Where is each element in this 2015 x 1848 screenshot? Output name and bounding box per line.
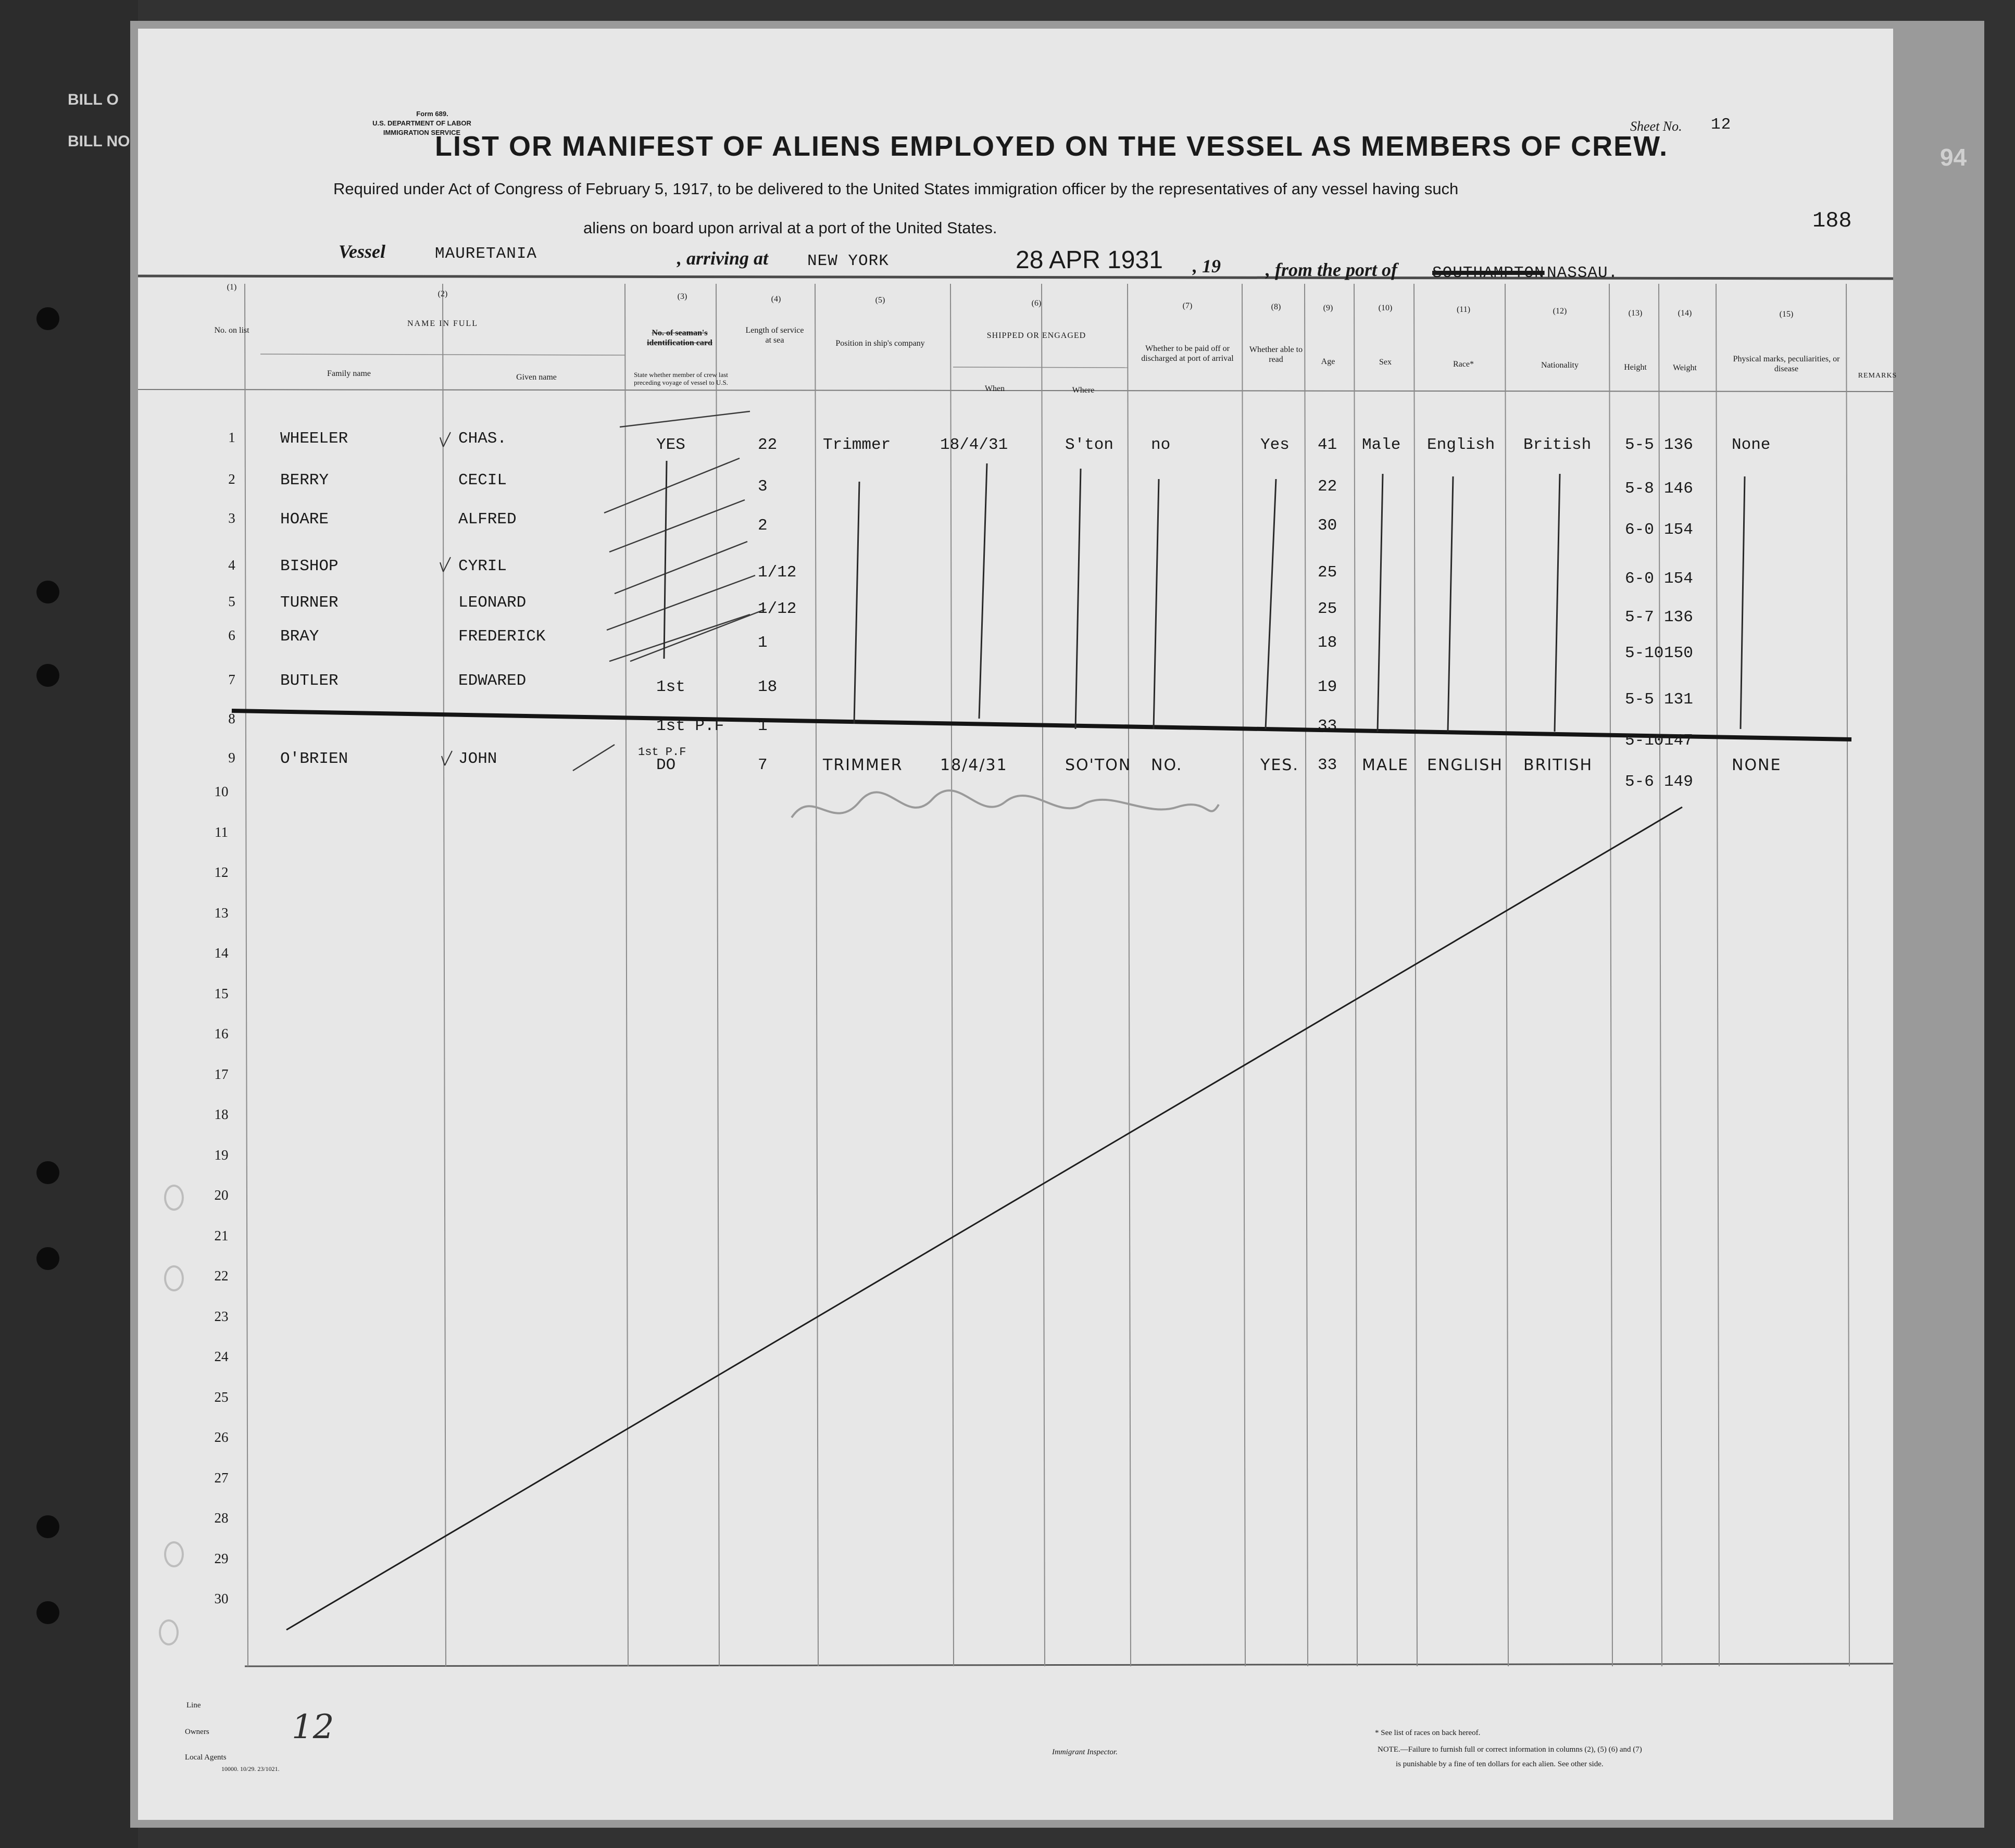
row-3-family: HOARE	[280, 510, 329, 529]
row-7-height: 5-5	[1625, 690, 1654, 709]
header-top-rule	[138, 276, 1893, 279]
row-9-height: 5-6	[1625, 773, 1654, 791]
row-number-18: 18	[214, 1107, 229, 1122]
row-3-no: 3	[228, 510, 235, 526]
col-7-num: (7)	[1182, 301, 1193, 310]
col-8-num: (8)	[1271, 303, 1281, 311]
form-number: Form 689.	[416, 110, 448, 118]
row-7-age: 19	[1318, 678, 1337, 696]
col-4-num: (4)	[771, 295, 781, 304]
col-13-label: Height	[1624, 363, 1647, 372]
row-2-service: 3	[758, 477, 768, 496]
row-9-sex: MALE	[1362, 756, 1409, 774]
footer-owners-label: Owners	[185, 1728, 209, 1736]
print-code: 10000. 10/29. 23/1021.	[221, 1765, 280, 1772]
col-6-label: SHIPPED OR ENGAGED	[986, 331, 1086, 340]
column-rule-14	[1659, 284, 1662, 1666]
col-3-label-struck: No. of seaman's identification card	[647, 329, 712, 347]
column-rule-6	[1042, 284, 1045, 1666]
column-rule-3	[716, 284, 719, 1666]
row-5-height: 5-7	[1625, 608, 1654, 626]
row-4-family: BISHOP	[280, 557, 339, 575]
row-number-19: 19	[214, 1147, 229, 1163]
column-rule-1	[443, 284, 446, 1666]
row-number-23: 23	[214, 1308, 229, 1324]
row-number-13: 13	[214, 904, 229, 921]
form-service: IMMIGRATION SERVICE	[383, 129, 461, 136]
row-5-age: 25	[1318, 600, 1337, 618]
row-8-service: 1	[758, 717, 768, 735]
check-tail-1	[443, 557, 450, 572]
col-2-num: (2)	[437, 290, 448, 298]
row-number-30: 30	[214, 1591, 229, 1606]
sheet-number: 12	[1711, 116, 1732, 134]
row-number-25: 25	[214, 1389, 229, 1405]
ditto-tick-1	[604, 458, 740, 513]
immigrant-inspector-label: Immigrant Inspector.	[1052, 1748, 1118, 1756]
row-9-note: 1st P.F	[638, 746, 686, 759]
col-13-num: (13)	[1628, 309, 1643, 318]
row-2-no: 2	[228, 471, 235, 487]
col-9-num: (9)	[1323, 304, 1333, 312]
subtitle-line-2: aliens on board upon arrival at a port of the United States.	[583, 219, 997, 237]
row-number-27: 27	[214, 1469, 229, 1486]
row-3-weight: 154	[1664, 521, 1693, 539]
col-10-label: Sex	[1379, 358, 1392, 367]
row-number-17: 17	[214, 1066, 229, 1082]
ditto-line-1	[854, 482, 859, 724]
col-6-where: Where	[1072, 386, 1095, 395]
col-12-num: (12)	[1553, 307, 1567, 316]
column-rule-12	[1505, 284, 1508, 1666]
row-1-nat: British	[1523, 436, 1592, 454]
row-number-28: 28	[214, 1510, 229, 1526]
col-6-when: When	[984, 384, 1005, 393]
row-6-height: 5-10	[1625, 644, 1664, 662]
column-rule-7	[1128, 284, 1131, 1666]
row-6-given: FREDERICK	[458, 627, 546, 646]
column-rule-0	[245, 284, 248, 1666]
col-5-num: (5)	[875, 296, 885, 305]
check-1	[440, 562, 443, 572]
from-port-label: , from the port of	[1266, 259, 1398, 280]
col-5-label: Position in ship's company	[835, 339, 925, 348]
row-6-service: 1	[758, 634, 768, 652]
ditto-line-9	[1741, 476, 1745, 729]
row-2-given: CECIL	[458, 471, 507, 489]
col-1-num: (1)	[227, 283, 237, 292]
ditto-line-2	[979, 463, 987, 719]
row-4-height: 6-0	[1625, 570, 1654, 588]
row-8-weight: 147	[1664, 732, 1693, 750]
row-1-no: 1	[228, 430, 235, 445]
row-2-weight: 146	[1664, 480, 1693, 498]
col-12-label: Nationality	[1541, 361, 1579, 370]
shipped-sub-rule	[953, 367, 1128, 368]
row-2-family: BERRY	[280, 471, 329, 489]
row-1-age: 41	[1318, 436, 1337, 454]
row-1-read: Yes	[1260, 436, 1290, 454]
row-2-height: 5-8	[1625, 480, 1654, 498]
row-number-29: 29	[214, 1550, 229, 1566]
column-rule-11	[1414, 284, 1417, 1666]
row-1-when: 18/4/31	[940, 436, 1008, 454]
row-1-sex: Male	[1362, 436, 1401, 454]
row-number-10: 10	[214, 784, 229, 799]
col-4-label: Length of service at sea	[745, 326, 804, 345]
row-9-age: 33	[1318, 756, 1337, 774]
ditto-line-8	[1555, 474, 1560, 732]
penalty-note-1: NOTE.—Failure to furnish full or correct information in columns (2), (5) (6) and (7)	[1378, 1745, 1642, 1754]
row-1-service: 22	[758, 436, 778, 454]
row-7-given: EDWARED	[458, 672, 527, 690]
row-number-12: 12	[214, 864, 229, 880]
year-label: , 19	[1193, 256, 1221, 276]
row-9-nat: BRITISH	[1523, 756, 1593, 774]
row-7-no: 7	[228, 672, 235, 687]
row-7-weight: 131	[1664, 690, 1693, 709]
column-rule-15	[1716, 284, 1719, 1666]
col-1-label: No. on list	[214, 326, 249, 335]
col-2-given: Given name	[516, 373, 557, 382]
col-14-num: (14)	[1678, 309, 1692, 318]
row-9-prev: DO	[656, 756, 676, 774]
row-1-prev: YES	[656, 436, 685, 454]
row-1-position: Trimmer	[823, 436, 891, 454]
row-3-given: ALFRED	[458, 510, 517, 529]
col-3-num: (3)	[677, 292, 687, 301]
col-15-label: Physical marks, peculiarities, or disease	[1733, 355, 1840, 373]
ditto-line-5	[1266, 479, 1276, 729]
arriving-label: , arriving at	[677, 248, 769, 269]
row-3-service: 2	[758, 517, 768, 535]
col-15-num: (15)	[1779, 310, 1794, 319]
row-9-where: SO'TON	[1065, 756, 1132, 774]
column-rule-5	[950, 284, 954, 1666]
row-6-family: BRAY	[280, 627, 319, 646]
row-1-given: CHAS.	[458, 430, 507, 448]
ditto-tick-0	[620, 411, 750, 427]
row-1-height: 5-5	[1625, 436, 1654, 454]
row-number-21: 21	[214, 1227, 229, 1243]
row-9-marks: NONE	[1732, 756, 1782, 774]
col-2-label: NAME IN FULL	[407, 319, 478, 328]
row-number-26: 26	[214, 1429, 229, 1445]
row-number-15: 15	[214, 985, 229, 1001]
row-8-age: 33	[1318, 717, 1337, 735]
row-5-service: 1/12	[758, 600, 797, 618]
footer-line-label: Line	[186, 1701, 201, 1709]
row-5-no: 5	[228, 594, 235, 609]
row-1-weight: 136	[1664, 436, 1693, 454]
check-tail-0	[443, 432, 450, 447]
ditto-tick-2	[609, 500, 745, 552]
row-8-height: 5-10	[1625, 732, 1664, 750]
column-rule-9	[1305, 284, 1308, 1666]
from-port: NASSAU.	[1547, 264, 1619, 282]
column-rule-4	[815, 284, 818, 1666]
row-1-paid: no	[1151, 436, 1171, 454]
row-3-height: 6-0	[1625, 521, 1654, 539]
row-7-service: 18	[758, 678, 778, 696]
row-9-race: ENGLISH	[1427, 756, 1503, 774]
ditto-line-0	[664, 461, 667, 659]
row-9-family: O'BRIEN	[280, 750, 348, 768]
row-9-read: YES.	[1260, 756, 1299, 774]
arriving-port: NEW YORK	[807, 252, 889, 270]
ditto-line-6	[1378, 474, 1383, 732]
row-4-given: CYRIL	[458, 557, 507, 575]
stub-label-1: BILL O	[68, 91, 119, 108]
row-4-age: 25	[1318, 563, 1337, 582]
arrival-date-stamp: 28 APR 1931	[1016, 246, 1163, 274]
col-11-label: Race*	[1453, 360, 1474, 369]
row-9-paid: NO.	[1151, 756, 1183, 774]
stub-label-2: BILL NO	[68, 133, 130, 150]
ditto-tick-7	[573, 745, 615, 771]
check-2	[442, 756, 445, 765]
row-7-family: BUTLER	[280, 672, 339, 690]
row-number-22: 22	[214, 1268, 229, 1284]
row-9-service: 7	[758, 756, 768, 774]
row-1-family: WHEELER	[280, 430, 348, 448]
row-9-no: 9	[228, 750, 235, 765]
void-diagonal-line	[286, 807, 1682, 1630]
col-10-num: (10)	[1378, 304, 1393, 312]
subtitle-line-1: Required under Act of Congress of February 5, 1917, to be delivered to the United States immigration officer by the representatives of any vessel having such	[333, 180, 1459, 198]
row-4-service: 1/12	[758, 563, 797, 582]
footer-agents-label: Local Agents	[185, 1753, 227, 1762]
owners-handwritten: 12	[292, 1708, 334, 1746]
column-rule-10	[1354, 284, 1357, 1666]
row-number-24: 24	[214, 1349, 229, 1364]
row-number-14: 14	[214, 945, 229, 961]
row-8-strike-line	[232, 711, 1851, 739]
col-6-num: (6)	[1031, 299, 1042, 308]
penalty-note-2: is punishable by a fine of ten dollars for each alien. See other side.	[1396, 1760, 1604, 1768]
row-9-weight: 149	[1664, 773, 1693, 791]
row-9-when: 18/4/31	[940, 756, 1008, 774]
ditto-line-3	[1075, 469, 1081, 729]
column-rule-8	[1242, 284, 1245, 1666]
row-5-family: TURNER	[280, 594, 339, 612]
row-4-weight: 154	[1664, 570, 1693, 588]
row-6-no: 6	[228, 627, 235, 643]
form-department: U.S. DEPARTMENT OF LABOR	[372, 119, 471, 127]
check-tail-2	[445, 751, 452, 765]
row-7-prev: 1st	[656, 678, 685, 696]
row-5-weight: 136	[1664, 608, 1693, 626]
page-title: LIST OR MANIFEST OF ALIENS EMPLOYED ON THE VESSEL AS MEMBERS OF CREW.	[435, 131, 1669, 162]
col-7-label: Whether to be paid off or discharged at port of arrival	[1141, 344, 1234, 363]
row-5-given: LEONARD	[458, 594, 527, 612]
col-14-label: Weight	[1673, 363, 1697, 372]
table-bottom-rule	[245, 1664, 1893, 1666]
row-6-weight: 150	[1664, 644, 1693, 662]
row-6-age: 18	[1318, 634, 1337, 652]
ditto-line-4	[1154, 479, 1159, 729]
col-8-label: Whether able to read	[1249, 345, 1303, 364]
from-port-struck: SOUTHAMPTON	[1432, 264, 1545, 282]
col-11-num: (11)	[1456, 305, 1471, 314]
remarks-label: REMARKS	[1858, 372, 1897, 380]
races-note: * See list of races on back hereof.	[1375, 1729, 1481, 1737]
ditto-tick-6	[630, 609, 766, 661]
row-9-given: JOHN	[458, 750, 497, 768]
row-9-position: TRIMMER	[823, 756, 903, 774]
faded-signature	[792, 790, 1219, 818]
row-number-16: 16	[214, 1026, 229, 1041]
sheet-label: Sheet No.	[1630, 119, 1682, 134]
row-number-11: 11	[215, 824, 228, 840]
row-2-age: 22	[1318, 477, 1337, 496]
row-8-no: 8	[228, 711, 235, 726]
col-2-family: Family name	[327, 369, 371, 378]
row-4-no: 4	[228, 557, 235, 573]
row-3-age: 30	[1318, 517, 1337, 535]
vessel-label: Vessel	[339, 241, 385, 262]
margin-number: 94	[1940, 144, 1967, 171]
row-number-20: 20	[214, 1187, 229, 1203]
row-1-marks: None	[1732, 436, 1771, 454]
vessel-name: MAURETANIA	[435, 245, 537, 263]
col-3-label: State whether member of crew last preceding voyage of vessel to U.S.	[634, 371, 728, 386]
column-rule-13	[1609, 284, 1612, 1666]
row-1-race: English	[1427, 436, 1495, 454]
col-9-label: Age	[1321, 357, 1335, 366]
row-8-prev: 1st P.F	[656, 717, 724, 735]
page-number: 188	[1812, 208, 1852, 233]
column-rule-16	[1846, 284, 1849, 1666]
ditto-line-7	[1448, 476, 1453, 732]
column-rule-2	[625, 284, 628, 1666]
row-1-where: S'ton	[1065, 436, 1114, 454]
